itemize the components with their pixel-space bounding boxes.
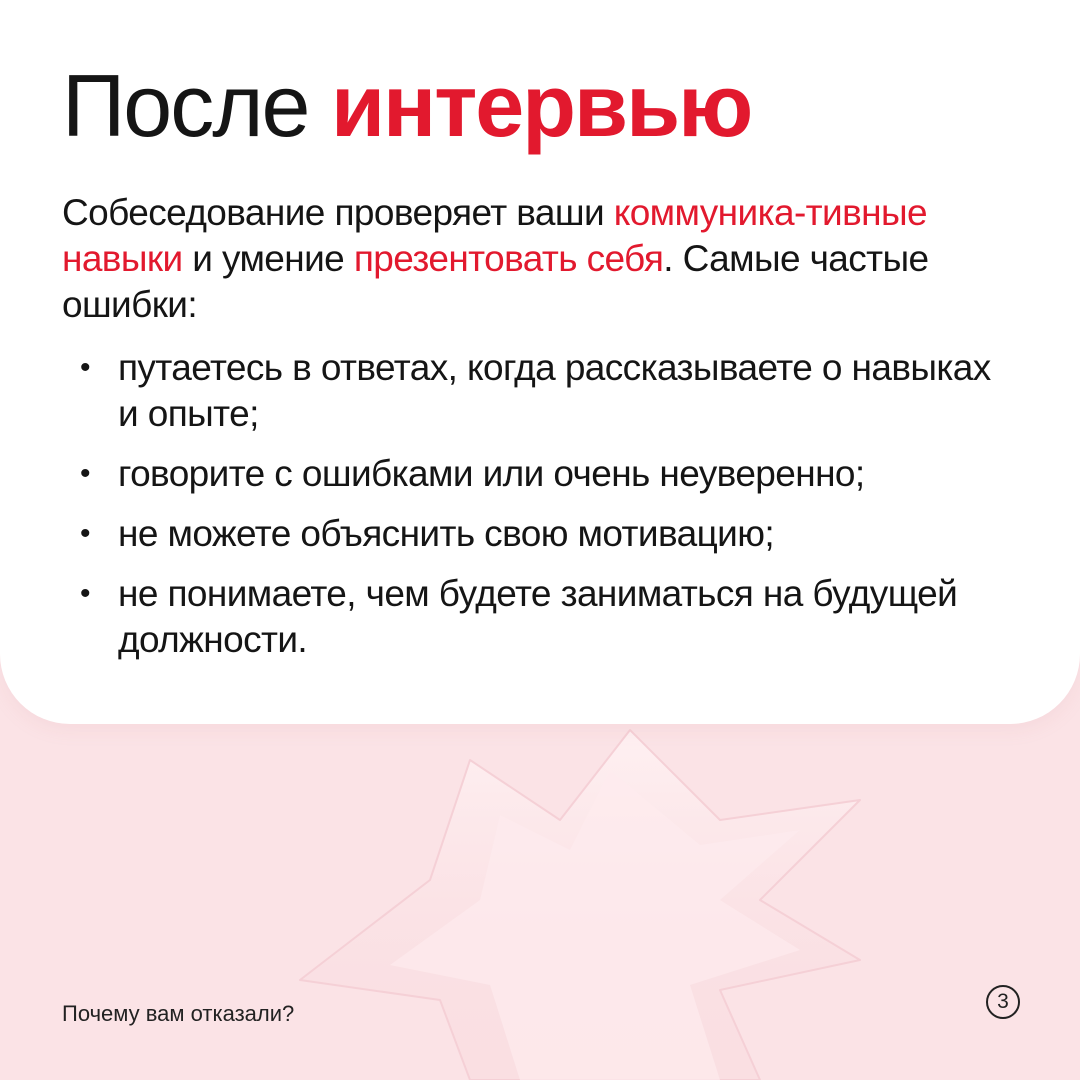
list-item-text: не понимаете, чем будете заниматься на будущей должности. — [118, 573, 958, 660]
title-part-1: После — [62, 56, 309, 155]
list-item — [80, 571, 1040, 663]
list-item — [80, 345, 1040, 437]
intro-text-2: и умение — [182, 238, 354, 279]
intro-text-1: Собеседование проверяет ваши — [62, 192, 614, 233]
bullet-icon: • — [80, 577, 91, 610]
bullet-icon: • — [80, 457, 91, 490]
list-item-text: говорите с ошибками или очень неуверенно; — [118, 453, 865, 494]
mistakes-list — [80, 345, 1040, 677]
intro-highlight-skills: коммуника-тивные навыки — [62, 192, 927, 279]
list-item — [80, 451, 1040, 497]
title-part-2: интервью — [330, 56, 752, 155]
list-item — [80, 511, 1040, 557]
intro-text-3: . Самые частые ошибки: — [62, 238, 929, 325]
bullet-icon: • — [80, 517, 91, 550]
page-title — [62, 58, 751, 154]
intro-paragraph — [62, 190, 982, 328]
list-item-text: путаетесь в ответах, когда рассказываете о навыках и опыте; — [118, 347, 991, 434]
bullet-icon: • — [80, 351, 91, 384]
list-item-text: не можете объяснить свою мотивацию; — [118, 513, 775, 554]
footer-caption: Почему вам отказали? — [62, 1001, 295, 1026]
page-number-badge: 3 — [986, 985, 1020, 1019]
intro-highlight-presentation: презентовать себя — [353, 238, 664, 279]
